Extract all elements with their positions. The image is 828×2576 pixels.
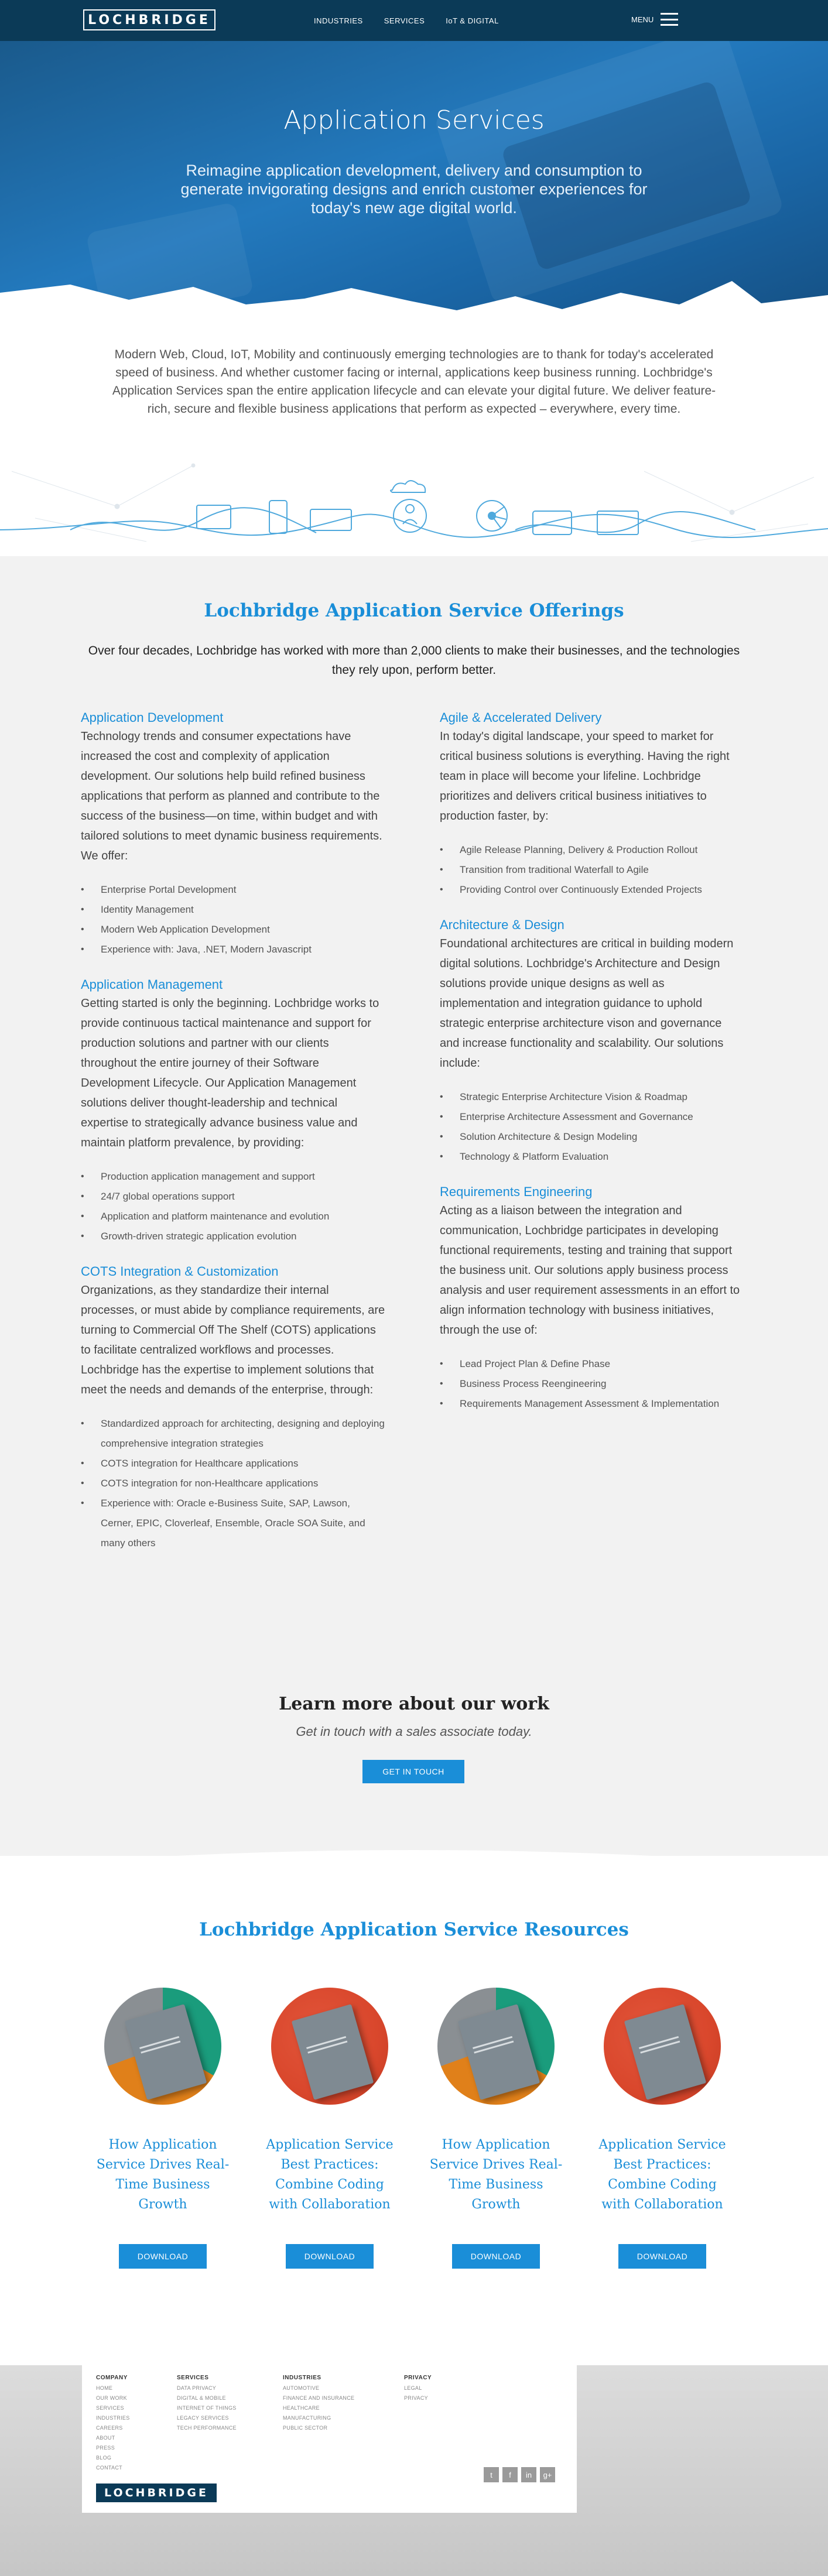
- offerings-heading: Lochbridge Application Service Offerings: [204, 600, 624, 621]
- footer-link[interactable]: OUR WORK: [96, 2395, 127, 2401]
- section-list: [81, 880, 385, 960]
- section-body: Foundational architectures are critical in building modern digital solutions. Lochbridge's Architecture and Design solutions provide unique designs as well as implementation and integration guidance to uphold strategic enterprise architecture vison and governance and increase functionality and scalability. Our solutions include:: [440, 937, 734, 1070]
- section-body: Organizations, as they standardize their internal processes, or must abide by compliance requirements, are turning to Commercial Off The Shelf (COTS) applications to facilitate centralized workflows and processes. Lochbridge has the expertise to implement solutions that meet the needs and demands of the enterprise, through:: [81, 1284, 385, 1396]
- footer-link[interactable]: INTERNET OF THINGS: [177, 2405, 237, 2411]
- section-list: [81, 1414, 385, 1553]
- facebook-icon[interactable]: f: [502, 2467, 518, 2482]
- footer-link[interactable]: HEALTHCARE: [283, 2405, 320, 2411]
- resource-title[interactable]: Application Service Best Practices: Combine Coding with Collaboration: [266, 2137, 394, 2212]
- footer-link[interactable]: BLOG: [96, 2455, 112, 2461]
- footer-column-industries: [283, 2375, 354, 2433]
- resource-thumbnail: [604, 1988, 721, 2105]
- section-list: [81, 1167, 385, 1246]
- footer-link[interactable]: CAREERS: [96, 2425, 123, 2431]
- footer-logo[interactable]: LOCHBRIDGE: [96, 2483, 217, 2502]
- nav-link-services[interactable]: SERVICES: [384, 16, 425, 25]
- list-item: • Growth-driven strategic application evolution: [81, 1227, 385, 1246]
- section-heading: Requirements Engineering: [440, 1184, 593, 1199]
- lochbridge-logo[interactable]: LOCHBRIDGE: [83, 9, 215, 30]
- cta-heading: Learn more about our work: [279, 1694, 549, 1714]
- section-requirements-engineering: [440, 1184, 744, 1414]
- section-application-management: [81, 977, 385, 1246]
- section-heading: Architecture & Design: [440, 917, 564, 932]
- section-application-development: [81, 710, 385, 960]
- list-item: • Providing Control over Continuously Extended Projects: [440, 880, 744, 900]
- list-item: • Production application management and support: [81, 1167, 385, 1187]
- section-agile-delivery: [440, 710, 744, 900]
- nav-link-iot-digital[interactable]: IoT & DIGITAL: [446, 16, 499, 25]
- footer-link[interactable]: MANUFACTURING: [283, 2415, 331, 2421]
- linkedin-icon[interactable]: in: [521, 2467, 536, 2482]
- footer-link[interactable]: PUBLIC SECTOR: [283, 2425, 328, 2431]
- cta-subtitle: Get in touch with a sales associate today.: [296, 1724, 532, 1739]
- list-item: • Enterprise Architecture Assessment and Governance: [440, 1107, 744, 1127]
- footer-link[interactable]: TECH PERFORMANCE: [177, 2425, 237, 2431]
- list-item: • Transition from traditional Waterfall to Agile: [440, 860, 744, 880]
- footer-column-privacy: [404, 2375, 432, 2403]
- section-heading: COTS Integration & Customization: [81, 1264, 279, 1279]
- menu-button[interactable]: [631, 13, 678, 26]
- section-heading: Application Development: [81, 710, 224, 725]
- list-item: • 24/7 global operations support: [81, 1187, 385, 1207]
- top-navbar: [0, 0, 828, 41]
- footer-link[interactable]: LEGAL: [404, 2385, 422, 2391]
- section-body: Getting started is only the beginning. Lochbridge works to provide continuous tactical maintenance and support for production solutions and partner with our clients throughout the entire journey of their Software Development Lifecycle. Our Application Management solutions deliver thought-leadership and technical expertise to strategically advance business value and maintain platform prevalence, by providing:: [81, 997, 379, 1149]
- resource-title[interactable]: How Application Service Drives Real-Time Business Growth: [429, 2137, 563, 2212]
- section-architecture-design: [440, 917, 744, 1167]
- list-item: • Identity Management: [81, 900, 385, 920]
- footer-column-heading: INDUSTRIES: [283, 2375, 321, 2381]
- footer-link[interactable]: CONTACT: [96, 2465, 122, 2471]
- footer-column-services: [177, 2375, 237, 2433]
- get-in-touch-button[interactable]: GET IN TOUCH: [362, 1760, 464, 1783]
- offerings-subtitle: Over four decades, Lochbridge has worked with more than 2,000 clients to make their businesses, and the technologies they rely upon, perform better.: [88, 644, 740, 677]
- technology-network-illustration: [0, 460, 828, 553]
- offerings-left-column: [81, 710, 385, 1571]
- section-body: Acting as a liaison between the integration and communication, Lochbridge participates in developing functional requirements, testing and training that support the business unit. Our solutions apply business process analysis and user requirement assessments in an effort to align information technology with business initiatives, through the use of:: [440, 1204, 740, 1337]
- list-item: • Business Process Reengineering: [440, 1374, 744, 1394]
- section-list: [440, 840, 744, 900]
- footer-link[interactable]: HOME: [96, 2385, 113, 2391]
- footer-link[interactable]: FINANCE AND INSURANCE: [283, 2395, 355, 2401]
- intro-section: [0, 328, 828, 556]
- nav-links: [314, 16, 499, 25]
- list-item: • Standardized approach for architecting, designing and deploying comprehensive integration strategies: [81, 1414, 385, 1454]
- hamburger-icon: [661, 13, 678, 26]
- footer-link[interactable]: SERVICES: [96, 2405, 124, 2411]
- footer-link[interactable]: PRESS: [96, 2445, 115, 2451]
- list-item: • Lead Project Plan & Define Phase: [440, 1354, 744, 1374]
- list-item: • Application and platform maintenance and evolution: [81, 1207, 385, 1227]
- list-item: • Enterprise Portal Development: [81, 880, 385, 900]
- resource-title[interactable]: How Application Service Drives Real-Time Business Growth: [96, 2137, 230, 2212]
- footer-column-heading: PRIVACY: [404, 2375, 432, 2381]
- download-button[interactable]: DOWNLOAD: [286, 2244, 374, 2269]
- list-item: • Strategic Enterprise Architecture Vision & Roadmap: [440, 1087, 744, 1107]
- section-cots-integration: [81, 1264, 385, 1553]
- resource-thumbnail: [437, 1988, 555, 2105]
- resources-heading: Lochbridge Application Service Resources: [199, 1919, 629, 1940]
- resource-card-2[interactable]: [259, 1988, 400, 2217]
- list-item: • Solution Architecture & Design Modeling: [440, 1127, 744, 1147]
- list-item: • Experience with: Java, .NET, Modern Javascript: [81, 940, 385, 960]
- offerings-right-column: [440, 710, 744, 1431]
- resource-card-3[interactable]: [426, 1988, 566, 2217]
- list-item: • Experience with: Oracle e-Business Suite, SAP, Lawson, Cerner, EPIC, Cloverleaf, Ensemble, Oracle SOA Suite, and many others: [81, 1493, 385, 1553]
- hero-subtitle: Reimagine application development, delivery and consumption to generate invigorating designs and enrich customer experiences for today's new age digital world.: [180, 162, 648, 217]
- list-item: • Modern Web Application Development: [81, 920, 385, 940]
- footer-link[interactable]: PRIVACY: [404, 2395, 428, 2401]
- section-list: [440, 1087, 744, 1167]
- list-item: • Technology & Platform Evaluation: [440, 1147, 744, 1167]
- resource-title[interactable]: Application Service Best Practices: Combine Coding with Collaboration: [598, 2137, 726, 2212]
- footer-column-heading: SERVICES: [177, 2375, 209, 2381]
- download-button[interactable]: DOWNLOAD: [452, 2244, 540, 2269]
- section-heading: Agile & Accelerated Delivery: [440, 710, 602, 725]
- footer-link[interactable]: LEGACY SERVICES: [177, 2415, 229, 2421]
- twitter-icon[interactable]: t: [484, 2467, 499, 2482]
- footer-column-heading: COMPANY: [96, 2375, 128, 2381]
- section-body: Technology trends and consumer expectations have increased the cost and complexity of application development. Our solutions help build refined business applications that perform as planned and contribute to the success of the business—on time, within budget and with tailored solutions to meet dynamic business requirements. We offer:: [81, 730, 382, 862]
- google-plus-icon[interactable]: g+: [540, 2467, 555, 2482]
- list-item: • COTS integration for non-Healthcare applications: [81, 1474, 385, 1493]
- resource-card-1[interactable]: [93, 1988, 233, 2217]
- resource-card-4[interactable]: [592, 1988, 733, 2217]
- section-body: In today's digital landscape, your speed to market for critical business solutions is everything. Having the right team in place will become your lifeline. Lochbridge prioritizes and delivers critical business initiatives to production faster, by:: [440, 730, 730, 823]
- resource-thumbnail: [271, 1988, 388, 2105]
- list-item: • COTS integration for Healthcare applications: [81, 1454, 385, 1474]
- footer-link[interactable]: INDUSTRIES: [96, 2415, 130, 2421]
- nav-link-industries[interactable]: INDUSTRIES: [314, 16, 363, 25]
- list-item: • Agile Release Planning, Delivery & Production Rollout: [440, 840, 744, 860]
- footer-link[interactable]: AUTOMOTIVE: [283, 2385, 320, 2391]
- footer-link[interactable]: DIGITAL & MOBILE: [177, 2395, 226, 2401]
- footer-column-company: [96, 2375, 130, 2473]
- menu-label: MENU: [631, 15, 654, 24]
- footer: [82, 2361, 577, 2513]
- list-item: • Requirements Management Assessment & Implementation: [440, 1394, 744, 1414]
- download-button[interactable]: DOWNLOAD: [618, 2244, 706, 2269]
- footer-link[interactable]: DATA PRIVACY: [177, 2385, 217, 2391]
- page-title: Application Services: [283, 105, 545, 135]
- section-heading: Application Management: [81, 977, 223, 992]
- footer-link[interactable]: ABOUT: [96, 2435, 115, 2441]
- resource-thumbnail: [104, 1988, 221, 2105]
- section-list: [440, 1354, 744, 1414]
- intro-text: Modern Web, Cloud, IoT, Mobility and continuously emerging technologies are to thank for today's accelerated speed of business. And whether customer facing or internal, applications keep business running. Lochbridge's Application Services span the entire application lifecycle and can elevate your digital future. We deliver feature-rich, secure and flexible business applications that perform as expected – everywhere, every time.: [112, 348, 716, 416]
- download-button[interactable]: DOWNLOAD: [119, 2244, 207, 2269]
